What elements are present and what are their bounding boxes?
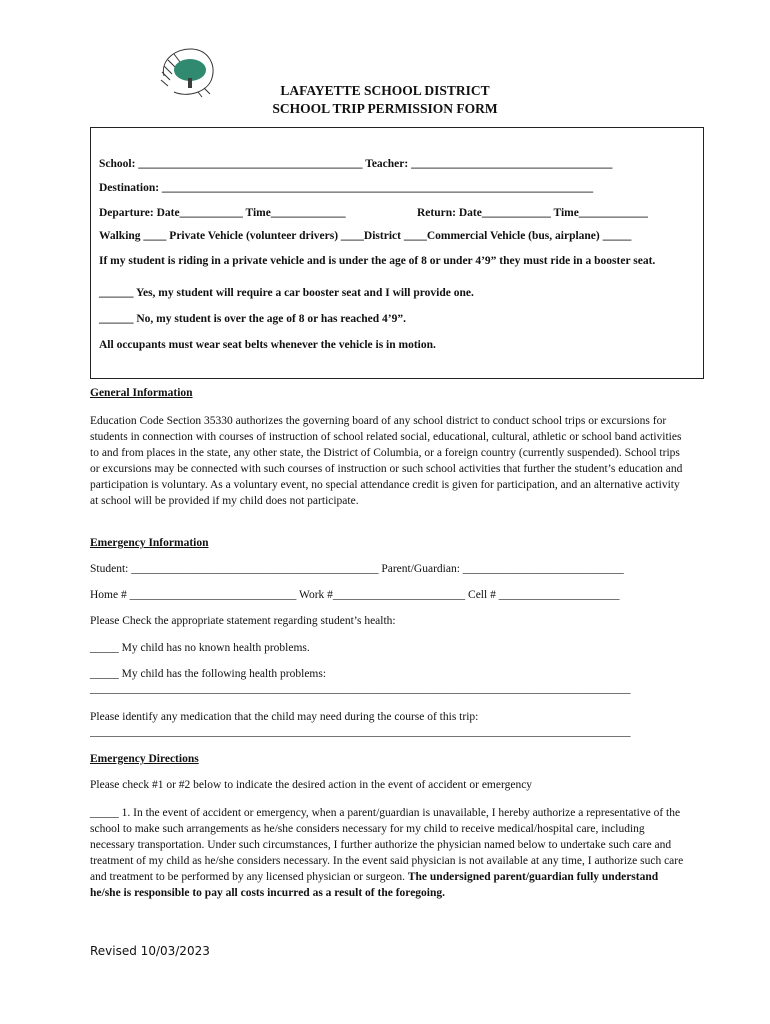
student-guardian-field[interactable]: Student: ___________________________________________ Parent/Guardian: ____________________________ <box>90 563 624 575</box>
option1-paragraph[interactable] <box>90 805 690 901</box>
option1-bold-text: The undersigned parent/guardian fully understand he/she is responsible to pay all costs incurred as a result of the foregoing. <box>90 871 659 899</box>
general-info-heading: General Information <box>90 387 193 399</box>
general-info-text: Education Code Section 35330 authorizes the governing board of any school district to conduct school trips or excursions for students in connection with courses of instruction of school related social, educational, cultural, athletic or school band activities to and from places in the state, any other state, the District of Columbia, or a foreign country (currently suspended). School trips or excursions may be connected with such courses of instruction or such school activities that further the student’s education and participation is voluntary. As a voluntary event, no special attendance credit is given for participation, and an alternative activity at school will be provided if my child does not participate. <box>90 415 683 507</box>
form-title: SCHOOL TRIP PERMISSION FORM <box>272 101 498 116</box>
health-prompt: Please Check the appropriate statement regarding student’s health: <box>90 615 396 627</box>
emergency-info-heading: Emergency Information <box>90 537 209 549</box>
destination-field[interactable]: Destination: ___________________________________________________________________________ <box>99 182 594 194</box>
school-teacher-field[interactable]: School: _______________________________________ Teacher: ___________________________________ <box>99 158 613 170</box>
health-problems-blank[interactable]: ______________________________________________________________________________________________ <box>90 683 631 695</box>
medication-prompt: Please identify any medication that the child may need during the course of this trip: <box>90 711 479 723</box>
booster-yes-option[interactable]: ______ Yes, my student will require a car booster seat and I will provide one. <box>99 287 474 299</box>
booster-note: If my student is riding in a private vehicle and is under the age of 8 or under 4’9” they must ride in a booster seat. <box>99 255 656 267</box>
medication-blank[interactable]: ______________________________________________________________________________________________ <box>90 726 631 738</box>
directions-instruction: Please check #1 or #2 below to indicate the desired action in the event of accident or emergency <box>90 779 533 791</box>
revised-date: Revised 10/03/2023 <box>90 944 210 958</box>
return-field[interactable]: Return: Date____________ Time____________ <box>417 207 648 219</box>
phone-fields[interactable]: Home # _____________________________ Work #_______________________ Cell # _____________________ <box>90 589 620 601</box>
option1-text: _____ 1. In the event of accident or emergency, when a parent/guardian is unavailable, I hereby authorize a representative of the school to make such arrangements as he/she considers necessary for my child to receive medical/hospital care, including necessary transportation. Under such circumstances, I further authorize the physician named below to undertake such care and treatment of my child as he/she considers necessary. In the event said physician is not available at any time, I authorize such care and treatment to be performed by any licensed physician or surgeon. <box>90 807 684 883</box>
health-problems-option[interactable]: _____ My child has the following health problems: <box>90 668 327 680</box>
district-name: LAFAYETTE SCHOOL DISTRICT <box>280 83 490 98</box>
no-health-problems-option[interactable]: _____ My child has no known health problems. <box>90 642 310 654</box>
emergency-directions-heading: Emergency Directions <box>90 753 199 765</box>
booster-no-option[interactable]: ______ No, my student is over the age of 8 or has reached 4’9”. <box>99 313 406 325</box>
departure-field[interactable]: Departure: Date___________ Time_____________ <box>99 207 346 219</box>
seatbelt-note: All occupants must wear seat belts whenever the vehicle is in motion. <box>99 339 436 351</box>
transport-options[interactable]: Walking ____ Private Vehicle (volunteer drivers) ____District ____Commercial Vehicle (bus, airplane) _____ <box>99 230 632 242</box>
